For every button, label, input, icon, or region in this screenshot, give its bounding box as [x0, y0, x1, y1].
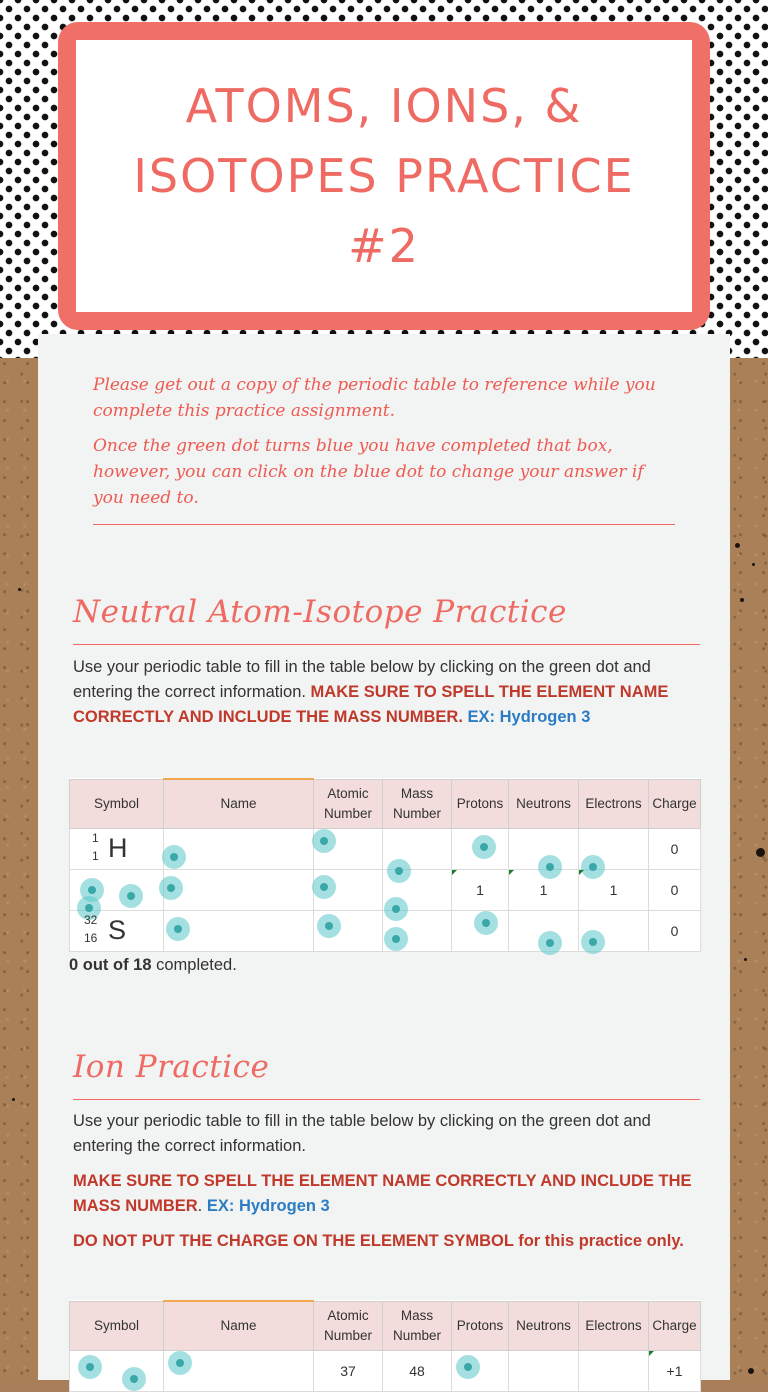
- col-header-charge: Charge: [649, 1301, 701, 1351]
- answer-dot[interactable]: [168, 1351, 192, 1375]
- answer-dot[interactable]: [456, 1355, 480, 1379]
- answer-dot[interactable]: [78, 1355, 102, 1379]
- col-header-name: Name: [164, 779, 314, 829]
- name-cell: [164, 911, 314, 952]
- col-header-name: Name: [164, 1301, 314, 1351]
- intro-divider: [93, 524, 675, 525]
- neutrons-value: 1: [539, 882, 548, 898]
- col-header-protons: Protons: [452, 779, 509, 829]
- col-header-electrons: Electrons: [579, 779, 649, 829]
- name-cell: [164, 870, 314, 911]
- completion-suffix: completed.: [151, 956, 237, 974]
- neutrons-cell: [509, 829, 579, 870]
- charge-value: +1: [666, 1363, 683, 1379]
- intro-line-2: Once the green dot turns blue you have completed that box, however, you can click on the blue dot to change your answer if you need to.: [93, 436, 644, 508]
- ion-practice-table: [69, 1300, 701, 1392]
- answer-dot[interactable]: [538, 931, 562, 955]
- section1-instructions: Use your periodic table to fill in the table below by clicking on the green dot and entering the correct information. MAKE SURE TO SPELL THE ELEMENT NAME CORRECTLY AND INCLUDE THE MASS NUMBER. EX: Hydrogen 3: [73, 658, 669, 726]
- content-panel: [38, 334, 730, 1380]
- col-header-neutrons: Neutrons: [509, 1301, 579, 1351]
- atomic-number-cell: [314, 911, 383, 952]
- col-header-symbol: Symbol: [70, 1301, 164, 1351]
- completion-count: 0 out of 18: [69, 956, 152, 974]
- answer-dot[interactable]: [122, 1367, 146, 1391]
- col-header-electrons: Electrons: [579, 1301, 649, 1351]
- intro-line-1: Please get out a copy of the periodic table to reference while you complete this practice assignment.: [93, 375, 656, 421]
- table-row: [70, 870, 701, 911]
- charge-cell: 0: [649, 870, 701, 911]
- symbol-cell: [70, 1351, 164, 1392]
- answer-dot[interactable]: [317, 914, 341, 938]
- col-header-mass-number: Mass Number: [383, 779, 452, 829]
- symbol-cell: [70, 911, 164, 952]
- electrons-cell: [579, 911, 649, 952]
- col-header-neutrons: Neutrons: [509, 779, 579, 829]
- answer-dot[interactable]: [472, 835, 496, 859]
- mass-number-label: 1: [92, 831, 99, 845]
- symbol-cell: [70, 829, 164, 870]
- title-card: [58, 22, 710, 330]
- table-header-row: [70, 779, 701, 829]
- protons-value: 1: [476, 882, 484, 898]
- section-divider: [73, 1099, 700, 1100]
- answer-dot[interactable]: [166, 917, 190, 941]
- col-header-atomic-number: Atomic Number: [314, 1301, 383, 1351]
- table-row: [70, 1351, 701, 1392]
- page-title: ATOMS, IONS, & ISOTOPES PRACTICE #2: [133, 79, 635, 273]
- protons-cell: [452, 870, 509, 911]
- atomic-number-label: 16: [84, 931, 98, 945]
- charge-cell: [649, 1351, 701, 1392]
- element-symbol: H: [108, 833, 128, 863]
- name-cell: [164, 829, 314, 870]
- mass-number-cell: 48: [383, 1351, 452, 1392]
- protons-cell: [452, 829, 509, 870]
- answer-dot[interactable]: [159, 876, 183, 900]
- section2-warning: MAKE SURE TO SPELL THE ELEMENT NAME CORRECTLY AND INCLUDE THE MASS NUMBER. EX: Hydrogen 3: [73, 1172, 692, 1215]
- col-header-protons: Protons: [452, 1301, 509, 1351]
- atomic-number-cell: [314, 870, 383, 911]
- intro-instructions: [93, 372, 675, 520]
- table-row: [70, 911, 701, 952]
- mass-number-cell: [383, 829, 452, 870]
- element-symbol: S: [108, 915, 127, 945]
- section-divider: [73, 644, 700, 645]
- electrons-cell: [579, 870, 649, 911]
- spelling-warning: MAKE SURE TO SPELL THE ELEMENT NAME CORRECTLY AND INCLUDE THE MASS NUMBER.: [73, 683, 669, 726]
- mass-number-cell: [383, 870, 452, 911]
- neutrons-cell: [509, 911, 579, 952]
- example-text: EX: Hydrogen 3: [467, 708, 591, 726]
- protons-cell: [452, 911, 509, 952]
- symbol-cell: [70, 870, 164, 911]
- electrons-value: 1: [609, 882, 618, 898]
- atomic-number-label: 1: [92, 849, 99, 863]
- col-header-symbol: Symbol: [70, 779, 164, 829]
- atom-isotope-table: [69, 778, 701, 952]
- example-text: EX: Hydrogen 3: [206, 1197, 330, 1215]
- neutrons-cell: [509, 870, 579, 911]
- col-header-atomic-number: Atomic Number: [314, 779, 383, 829]
- table-header-row: [70, 1301, 701, 1351]
- charge-cell: 0: [649, 911, 701, 952]
- atomic-number-cell: [314, 829, 383, 870]
- section-title-neutral-atom: Neutral Atom-Isotope Practice: [73, 594, 567, 630]
- protons-cell: [452, 1351, 509, 1392]
- electrons-cell: [579, 829, 649, 870]
- section2-instructions: Use your periodic table to fill in the table below by clicking on the green dot and entering the correct information.: [73, 1112, 651, 1155]
- answer-dot[interactable]: [312, 875, 336, 899]
- section-title-ion-practice: Ion Practice: [73, 1049, 270, 1085]
- answer-dot[interactable]: [162, 845, 186, 869]
- atomic-number-cell: 37: [314, 1351, 383, 1392]
- completion-status: [69, 956, 237, 975]
- answer-dot[interactable]: [474, 911, 498, 935]
- electrons-cell: [579, 1351, 649, 1392]
- charge-cell: 0: [649, 829, 701, 870]
- col-header-mass-number: Mass Number: [383, 1301, 452, 1351]
- charge-warning: DO NOT PUT THE CHARGE ON THE ELEMENT SYMBOL for this practice only.: [73, 1232, 684, 1250]
- neutrons-cell: [509, 1351, 579, 1392]
- name-cell: [164, 1351, 314, 1392]
- title-frame: [74, 38, 694, 314]
- answer-dot[interactable]: [581, 930, 605, 954]
- table-row: [70, 829, 701, 870]
- mass-number-label: 32: [84, 913, 98, 927]
- answer-dot[interactable]: [119, 884, 143, 908]
- answer-dot[interactable]: [384, 927, 408, 951]
- answer-dot[interactable]: [312, 829, 336, 853]
- col-header-charge: Charge: [649, 779, 701, 829]
- mass-number-cell: [383, 911, 452, 952]
